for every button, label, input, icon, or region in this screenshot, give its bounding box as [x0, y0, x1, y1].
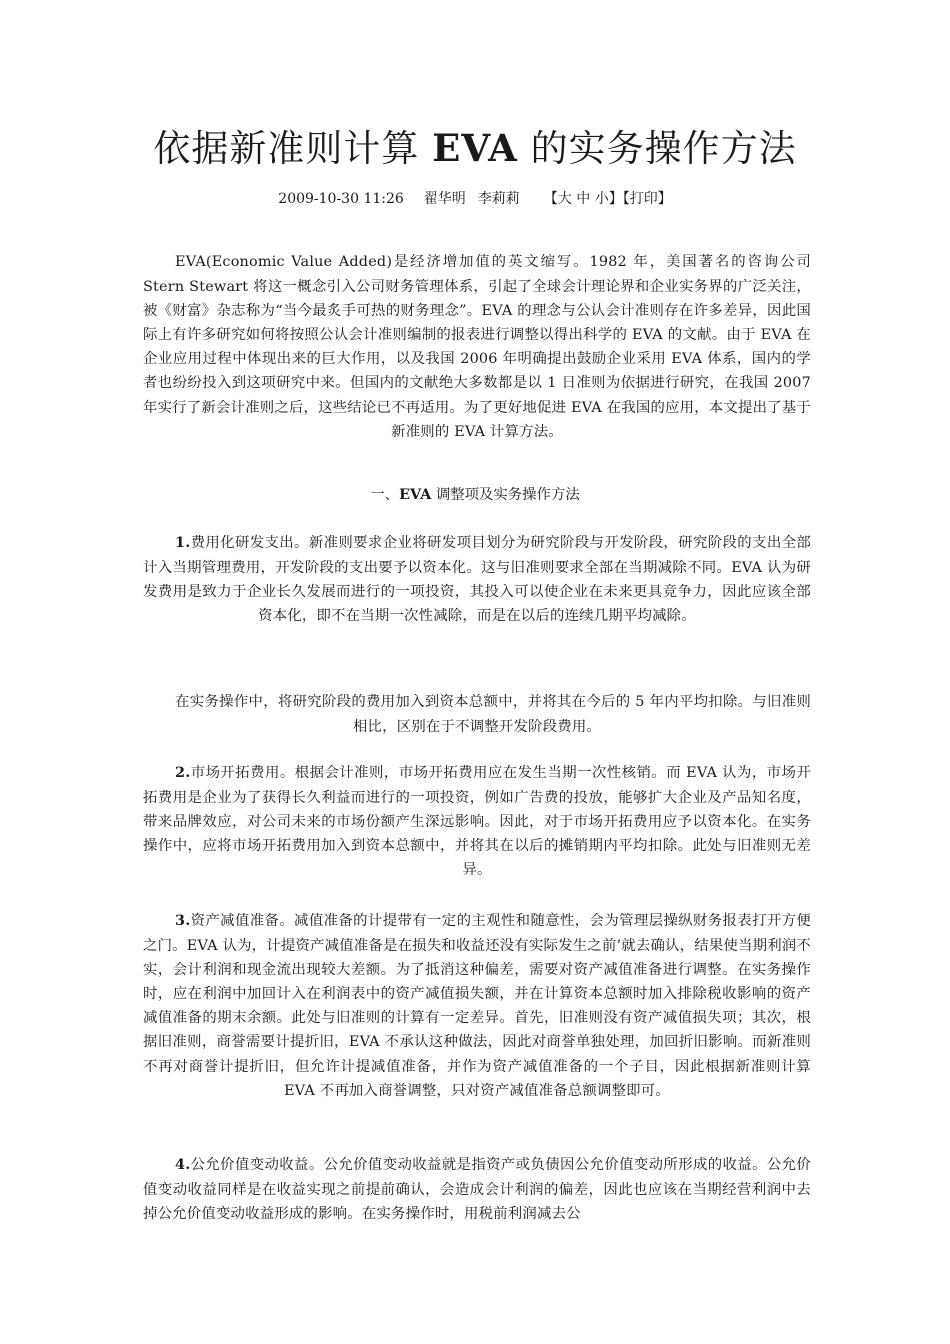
title-eva: EVA: [432, 125, 518, 170]
item-4-paragraph: [143, 1153, 811, 1226]
section-heading: [0, 483, 950, 507]
item-1-practice-paragraph: [143, 690, 811, 738]
item-4-number: 4.: [175, 1156, 191, 1174]
intro-paragraph: [143, 250, 811, 444]
item-3-text: 资产减值准备。减值准备的计提带有一定的主观性和随意性，会为管理层操纵财务报表打开方便之门。EVA 认为，计提资产减值准备是在损失和收益还没有实际发生之前’就去确认，结果使当期利润不实，会计利润和现金流出现较大差额。为了抵消这种偏差，需要对资产减值准备进行调整。在实务操作时，应在利润中加回计入在利润表中的资产减值损失额，并在计算资本总额时加入排除税收影响的资产减值准备的期末余额。此处与旧准则的计算有一定差异。首先，旧准则没有资产减值损失项；其次，根据旧准则，商誉需要计提折旧，EVA 不承认这种做法，因此对商誉单独处理，加回折旧影响。而新准则不再对商誉计提折旧，但允许计提减值准备，并作为资产减值准备的一个子目，因此根据新准则计算 EVA 不再加入商誉调整，只对资产减值准备总额调整即可。: [143, 913, 811, 1099]
item-1-practice-text: 在实务操作中，将研究阶段的费用加入到资本总额中，并将其在今后的 5 年内平均扣除。与旧准则相比，区别在于不调整开发阶段费用。: [175, 694, 811, 735]
item-1-paragraph: [143, 531, 811, 628]
section-heading-suffix: 调整项及实务操作方法: [431, 487, 580, 503]
item-2-paragraph: [143, 761, 811, 882]
title-suffix: 的实务操作方法: [517, 126, 797, 170]
print-link[interactable]: 【打印】: [622, 191, 672, 207]
item-2-number: 2.: [175, 764, 191, 782]
intro-text: EVA(Economic Value Added)是经济增加值的英文缩写。1982 年，美国著名的咨询公司 Stern Stewart 将这一概念引入公司财务管理体系，引起了全球会计理论界和企业实务界的广泛关注，被《财富》杂志称为“当今最炙手可热的财务理念”。EVA 的理念与公认会计准则存在许多差异，因此国际上有许多研究如何将按照公认会计准则编制的报表进行调整以得出科学的 EVA 的文献。由于 EVA 在企业应用过程中体现出来的巨大作用，以及我国 2006 年明确提出鼓励企业采用 EVA 体系，国内的学者也纷纷投入到这项研究中来。但国内的文献绝大多数都是以 1 日准则为依据进行研究，在我国 2007 年实行了新会计准则之后，这些结论已不再适用。为了更好地促进 EVA 在我国的应用，本文提出了基于新准则的 EVA 计算方法。: [143, 254, 811, 440]
item-1-text: 费用化研发支出。新准则要求企业将研发项目划分为研究阶段与开发阶段，研究阶段的支出全部计入当期管理费用，开发阶段的支出要予以资本化。这与旧准则要求全部在当期减除不同。EVA 认为研发费用是致力于企业长久发展而进行的一项投资，其投入可以使企业在未来更具竞争力，因此应该全部资本化，即不在当期一次性减除，而是在以后的连续几期平均减除。: [143, 535, 811, 624]
article-meta: [0, 188, 950, 210]
font-size-toggle[interactable]: 【大 中 小】: [543, 191, 623, 207]
publish-datetime: 2009-10-30 11:26: [278, 191, 404, 207]
item-1-number: 1.: [175, 534, 191, 552]
page-title: [0, 121, 950, 176]
author-2: 李莉莉: [477, 191, 520, 207]
item-3-paragraph: [143, 909, 811, 1103]
item-3-number: 3.: [175, 912, 191, 930]
title-prefix: 依据新准则计算: [153, 126, 433, 170]
section-heading-eva: EVA: [399, 486, 432, 503]
section-heading-prefix: 一、: [370, 487, 400, 503]
item-2-text: 市场开拓费用。根据会计准则，市场开拓费用应在发生当期一次性核销。而 EVA 认为，市场开拓费用是企业为了获得长久利益而进行的一项投资，例如广告费的投放，能够扩大企业及产品知名度，带来品牌效应，对公司未来的市场份额产生深远影响。因此，对于市场开拓费用应予以资本化。在实务操作中，应将市场开拓费用加入到资本总额中，并将其在以后的摊销期内平均扣除。此处与旧准则无差异。: [143, 765, 811, 879]
author-1: 翟华明: [423, 191, 466, 207]
item-4-text: 公允价值变动收益。公允价值变动收益就是指资产或负债因公允价值变动所形成的收益。公允价值变动收益同样是在收益实现之前提前确认，会造成会计利润的偏差，因此也应该在当期经营利润中去掉公允价值变动收益形成的影响。在实务操作时，用税前利润减去公: [143, 1157, 811, 1222]
